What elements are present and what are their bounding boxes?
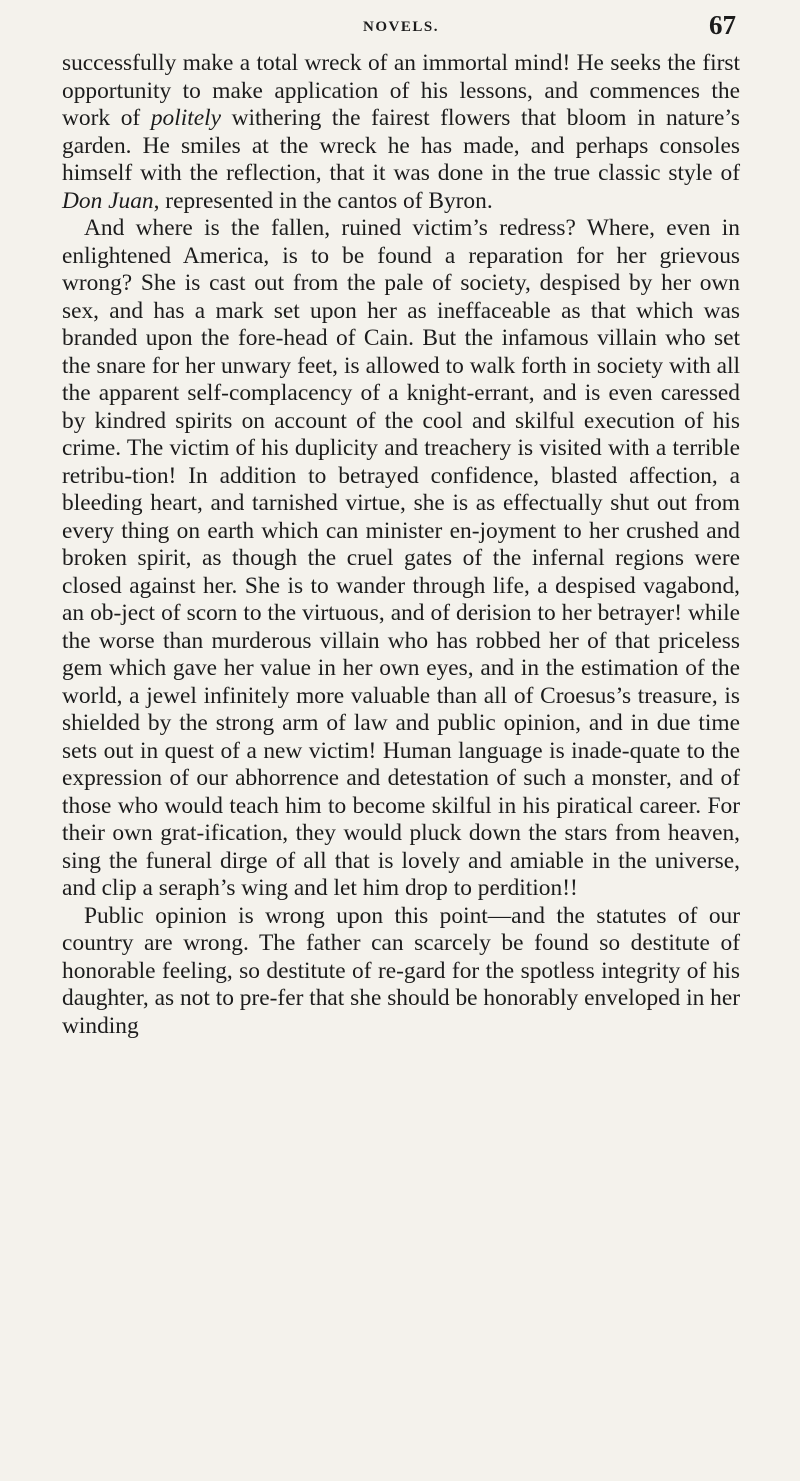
paragraph-1-segment-5: , represented in the cantos of Byron. <box>153 187 493 214</box>
paragraph-2 <box>62 215 740 903</box>
running-head: NOVELS. <box>363 19 439 35</box>
paragraph-1-italic-don-juan: Don Juan <box>62 187 154 214</box>
paragraph-1 <box>62 50 740 215</box>
paragraph-1-segment-1: successfully make a total wreck of an immortal mind! He seeks the first opportunity to make application of his lessons, and commences the work of <box>62 50 740 131</box>
paragraph-1-italic-politely: politely <box>150 105 221 131</box>
paragraph-3 <box>62 903 740 1041</box>
page-header <box>62 8 740 48</box>
page-number: 67 <box>709 10 736 40</box>
paragraph-2-text: And where is the fallen, ruined victim’s redress? Where, even in enlightened America, is to be found a reparation for her grievous wrong? She is cast out from the pale of society, despised by her own sex, and has a mark set upon her as ineffaceable as that which was branded upon the fore-head of Cain. But the infamous villain who set the snare for her unwary feet, is allowed to walk forth in society with all the apparent self-complacency of a knight-errant, and is even caressed by kindred spirits on account of the cool and skilful execution of his crime. The victim of his duplicity and treachery is visited with a terrible retribu-tion! In addition to betrayed confidence, blasted affection, a bleeding heart, and tarnished virtue, she is as effectually shut out from every thing on earth which can minister en-joyment to her crushed and broken spirit, as though the cruel gates of the infernal regions were closed against her. She is to wander through life, a despised vagabond, an ob-ject of scorn to the virtuous, and of derision to her betrayer! while the worse than murderous villain who has robbed her of that priceless gem which gave her value in her own eyes, and in the estimation of the world, a jewel infinitely more valuable than all of Croesus’s treasure, is shielded by the strong arm of law and public opinion, and in due time sets out in quest of a new victim! Human language is inade-quate to the expression of our abhorrence and detestation of such a monster, and of those who would teach him to become skilful in his piratical career. For their own grat-ification, they would pluck down the stars from heaven, sing the funeral dirge of all that is lovely and amiable in the universe, and clip a seraph’s wing and let him drop to perdition!! <box>62 215 740 901</box>
body-text <box>62 50 740 1040</box>
paragraph-3-text: Public opinion is wrong upon this point—and the statutes of our country are wrong. The father can scarcely be found so destitute of honorable feeling, so destitute of re-gard for the spotless integrity of his daughter, as not to pre-fer that she should be honorably enveloped in her winding <box>62 902 740 1039</box>
paragraph-1-segment-3: withering the fairest flowers that bloom in nature’s garden. He smiles at the wreck he has made, and perhaps consoles himself with the reflection, that it was done in the true classic style of <box>62 105 740 186</box>
